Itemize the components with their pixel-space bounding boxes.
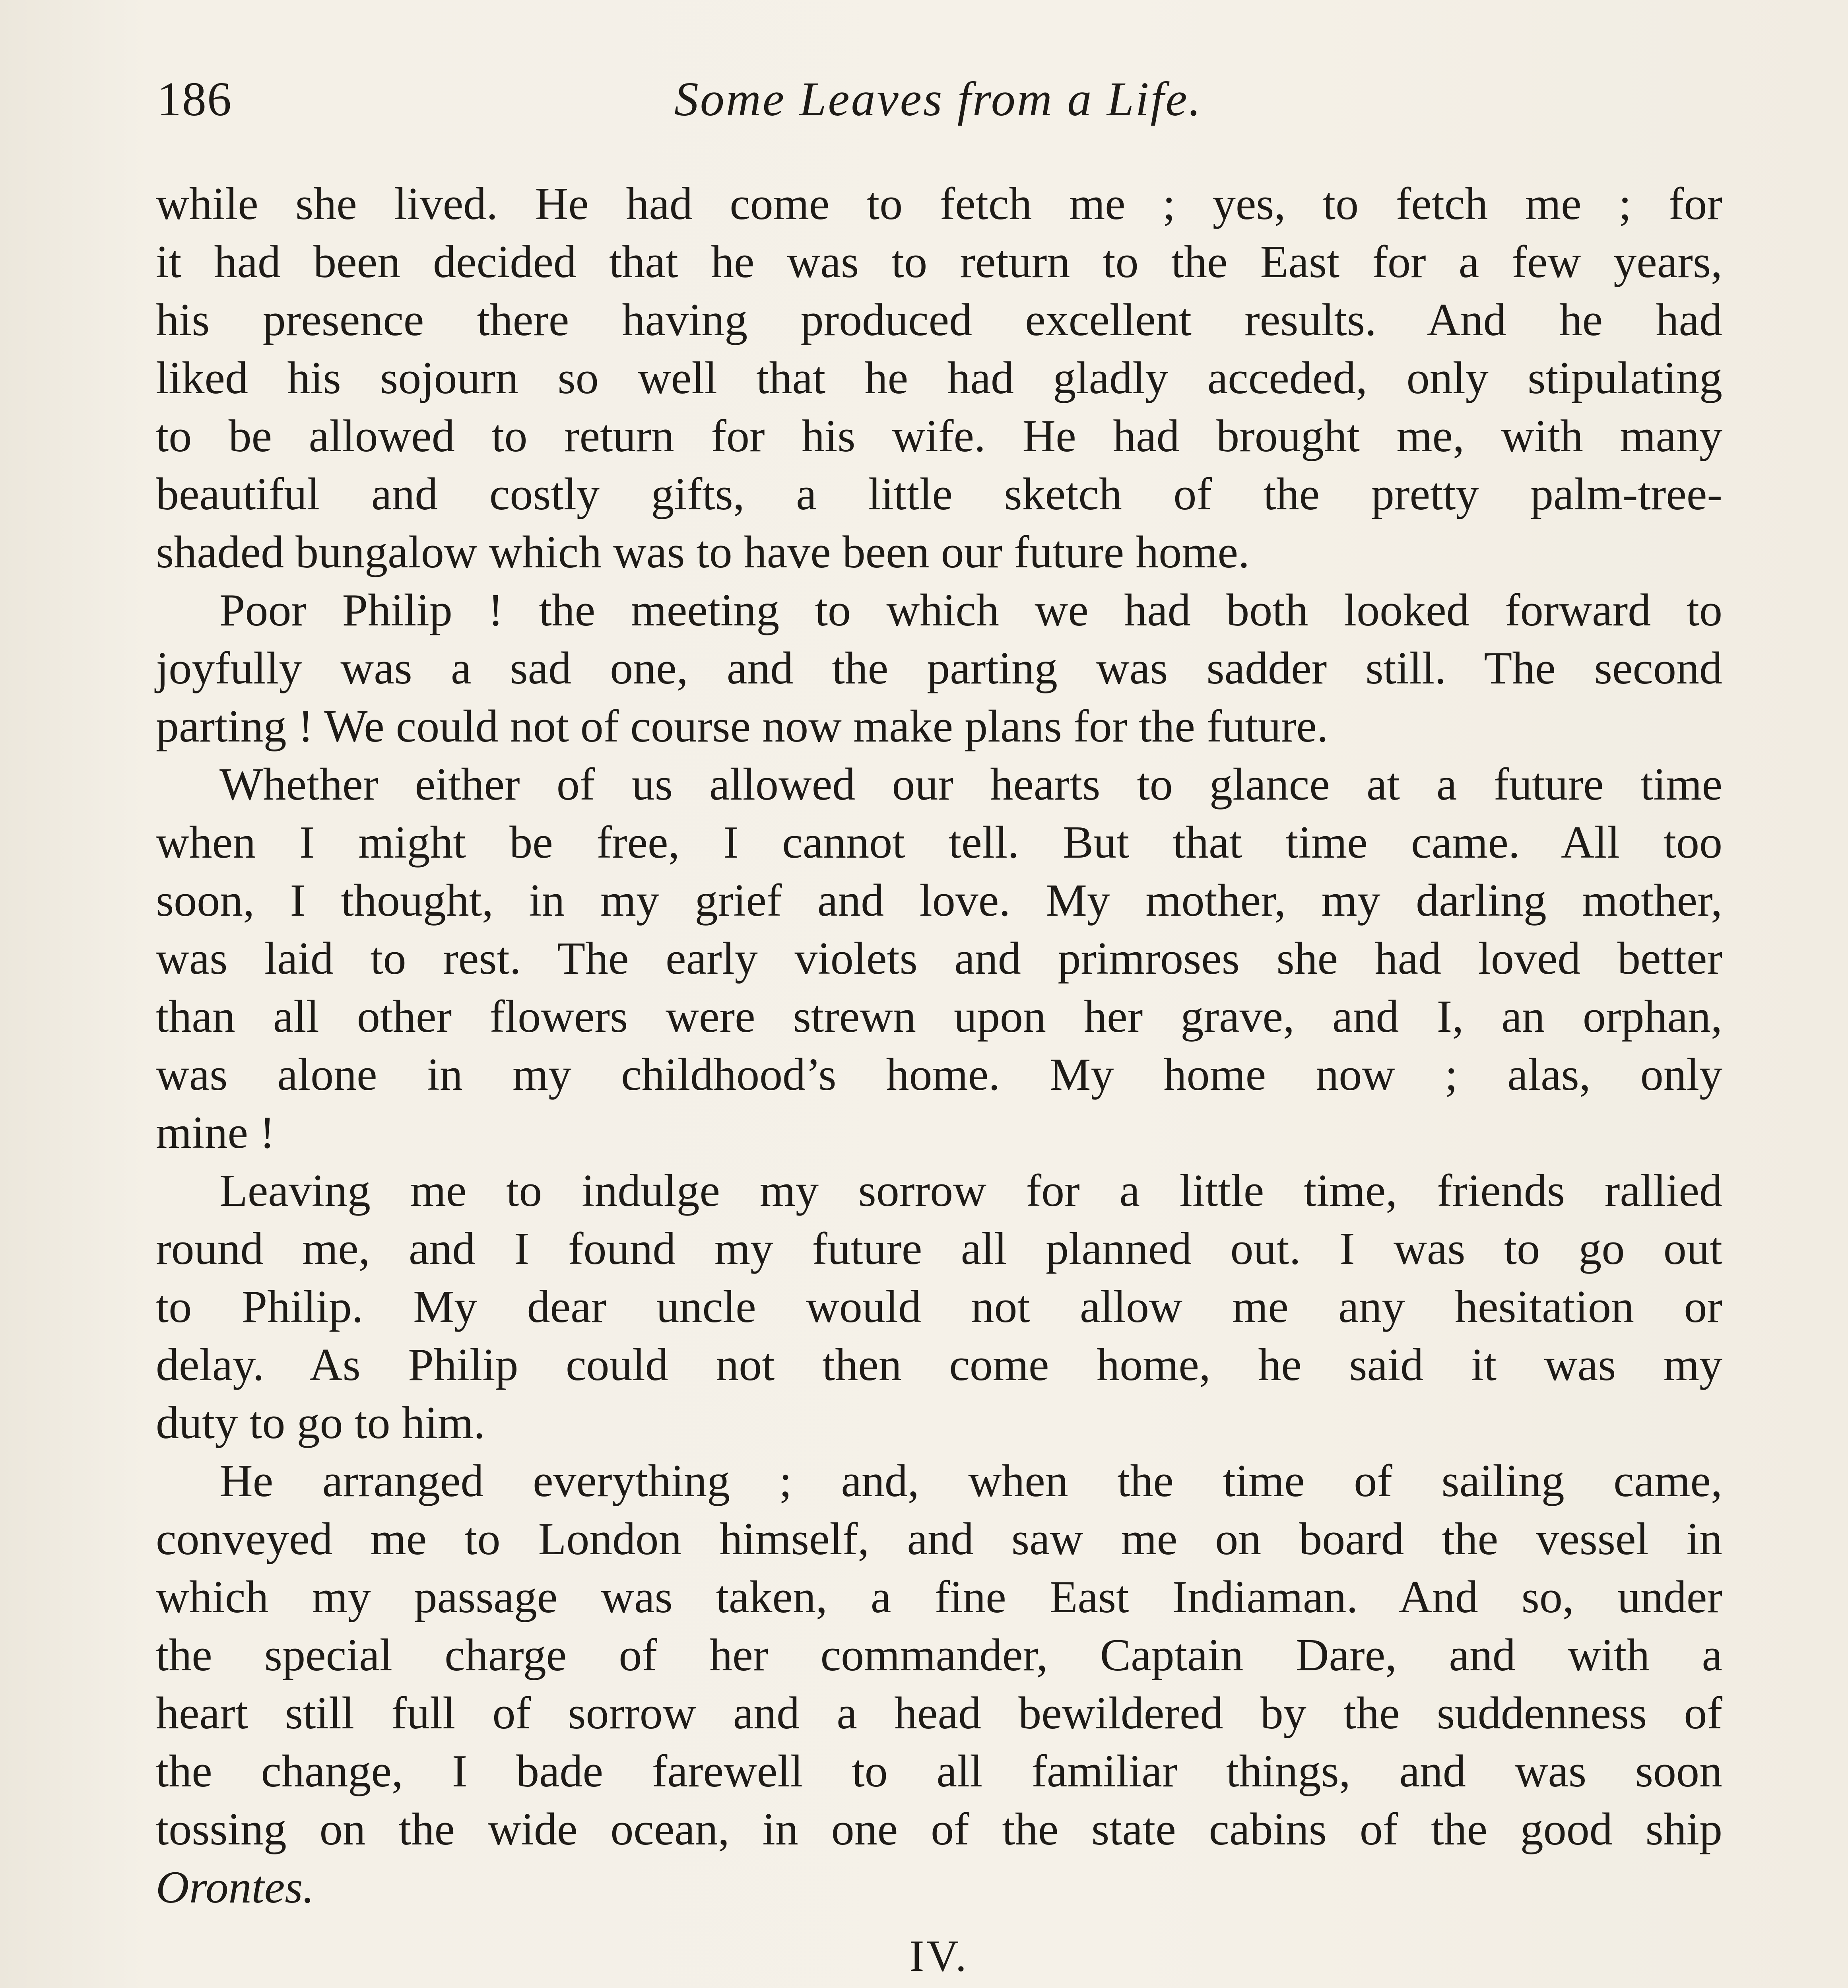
page-number: 186 (157, 72, 232, 126)
text-line: to be allowed to return for his wife. He had brought me, with many (156, 411, 1722, 462)
text-line: the special charge of her commander, Captain Dare, and with a (156, 1630, 1722, 1681)
text-line: when I might be free, I cannot tell. But that time came. All too (156, 817, 1722, 868)
text-line: his presence there having produced excellent results. And he had (156, 295, 1722, 346)
text-line: soon, I thought, in my grief and love. My mother, my darling mother, (156, 875, 1722, 926)
text-line: round me, and I found my future all planned out. I was to go out (156, 1223, 1722, 1274)
paragraph (156, 175, 1722, 581)
ship-name-line: Orontes. (156, 1862, 314, 1913)
text-line: it had been decided that he was to return to the East for a few years, (156, 237, 1722, 287)
text-line: mine ! (156, 1107, 275, 1158)
text-line: Poor Philip ! the meeting to which we had both looked forward to (219, 585, 1722, 636)
text-line: duty to go to him. (156, 1398, 485, 1448)
section-heading: IV. (909, 1932, 969, 1981)
text-line: Whether either of us allowed our hearts to glance at a future time (219, 759, 1722, 810)
text-line: delay. As Philip could not then come home, he said it was my (156, 1340, 1722, 1390)
paragraph (156, 1162, 1722, 1452)
text-line: was alone in my childhood’s home. My home now ; alas, only (156, 1049, 1722, 1100)
page-header (157, 68, 1720, 139)
text-line: shaded bungalow which was to have been our future home. (156, 527, 1250, 578)
text-line: Leaving me to indulge my sorrow for a little time, friends rallied (219, 1165, 1722, 1216)
text-line: He arranged everything ; and, when the time of sailing came, (219, 1456, 1722, 1507)
paragraph (156, 581, 1722, 755)
text-line: parting ! We could not of course now make plans for the future. (156, 701, 1328, 752)
text-line: than all other flowers were strewn upon her grave, and I, an orphan, (156, 991, 1722, 1042)
text-line: joyfully was a sad one, and the parting was sadder still. The second (156, 643, 1722, 694)
text-line: heart still full of sorrow and a head bewildered by the suddenness of (156, 1688, 1722, 1739)
text-line: tossing on the wide ocean, in one of the state cabins of the good ship (156, 1804, 1722, 1855)
body-text (156, 175, 1722, 1988)
text-line: the change, I bade farewell to all familiar things, and was soon (156, 1746, 1722, 1797)
running-title: Some Leaves from a Life. (674, 72, 1203, 126)
text-line: while she lived. He had come to fetch me ; yes, to fetch me ; for (156, 179, 1722, 229)
text-line: was laid to rest. The early violets and primroses she had loved better (156, 933, 1722, 984)
text-line: beautiful and costly gifts, a little sketch of the pretty palm-tree- (156, 469, 1722, 520)
text-line: to Philip. My dear uncle would not allow me any hesitation or (156, 1281, 1722, 1332)
text-line: liked his sojourn so well that he had gladly acceded, only stipulating (156, 353, 1722, 404)
text-line: which my passage was taken, a fine East Indiaman. And so, under (156, 1572, 1722, 1623)
paragraph (156, 1452, 1722, 1916)
paragraph (156, 755, 1722, 1162)
text-line: conveyed me to London himself, and saw me on board the vessel in (156, 1514, 1722, 1565)
